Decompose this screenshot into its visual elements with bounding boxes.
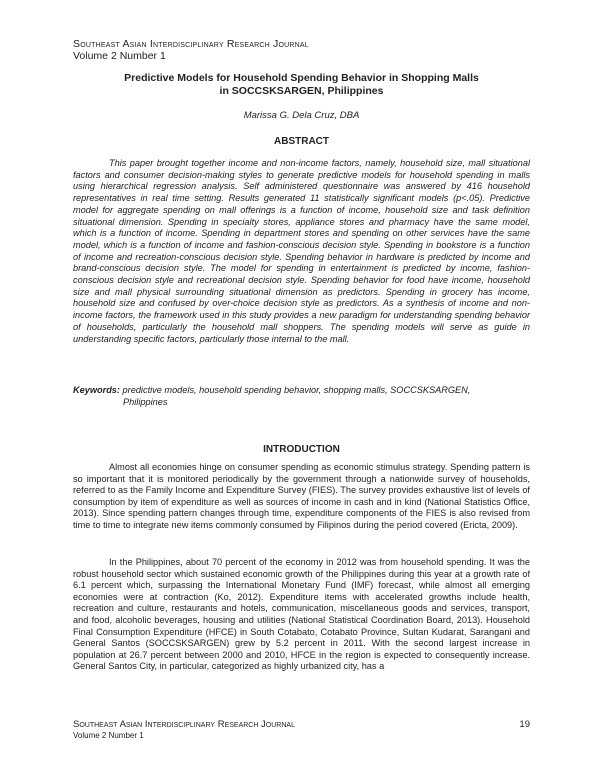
footer-volume: Volume 2 Number 1 bbox=[73, 731, 144, 740]
running-header bbox=[73, 38, 309, 62]
abstract-heading: ABSTRACT bbox=[274, 136, 329, 147]
page-number: 19 bbox=[519, 719, 530, 730]
title-line-2: in SOCCSKSARGEN, Philippines bbox=[219, 84, 384, 97]
abstract-text: This paper brought together income and non-income factors, namely, household size, mall situational factors and consumer decision-making styles to generate predictive models for household spending in malls using hierarchical regression analysis. Self administered questionnaire was answered by 416 household representatives in real time setting. Results generated 11 statistically significant models (p<.05). Predictive model for aggregate spending on mall offerings is a function of income, household size and task definition situational dimension. Spending in specialty stores, appliance stores and pharmacy have the same model, which is a function of income. Spending in department stores and spending on other services have the same model, which is a function of income and fashion-conscious decision style. Spending in bookstore is a function of income and recreation-conscious decision style. Spending behavior in hardware is predicted by income and brand-conscious decision style. The model for spending in entertainment is predicted by income, fashion-conscious decision style and recreational decision style. Spending behavior for food have income, household size and mall physical surrounding situational dimension as predictors. Spending in grocery has income, household size and confused by over-choice decision style as predictors. As a synthesis of income and non-income factors, the framework used in this study provides a new paradigm for understanding spending behavior of households, particularly the household mall shoppers. The spending models will serve as guide in understanding specific factors, particularly those internal to the mall. bbox=[73, 158, 530, 344]
keywords-text: predictive models, household spending behavior, shopping malls, SOCCSKSARGEN, bbox=[122, 385, 471, 395]
introduction-heading: INTRODUCTION bbox=[263, 444, 340, 455]
introduction-paragraph-1: Almost all economies hinge on consumer spending as economic stimulus strategy. Spending pattern is so important that it is monitored periodically by the government through a nationwide survey of households, referred to as the Family Income and Expenditure Survey (FIES). The survey provides exhaustive list of levels of consumption by item of expenditure as well as sources of income in cash and in kind (National Statistics Office, 2013). Since spending pattern changes through time, expenditure components of the FIES is also revised from time to time to integrate new items commonly consumed by Filipinos during the period covered (Ericta, 2009). bbox=[73, 462, 530, 530]
footer-journal-name: Southeast Asian Interdisciplinary Research Journal bbox=[73, 719, 295, 730]
author-name: Marissa G. Dela Cruz, DBA bbox=[243, 110, 360, 121]
introduction-paragraph-2: In the Philippines, about 70 percent of the economy in 2012 was from household spending. It was the robust household sector which sustained economic growth of the Philippines during this year at a growth rate of 6.1 percent which, surpassing the International Monetary Fund (IMF) forecast, while almost all emerging economies were at contraction (Ko, 2012). Expenditure items with accelerated growths include health, recreation and culture, restaurants and hotels, communication, miscellaneous goods and services, transport, and food, alcoholic beverages, housing and utilities (National Statistical Coordination Board, 2013). Household Final Consumption Expenditure (HFCE) in South Cotabato, Cotabato Province, Sultan Kudarat, Sarangani and General Santos (SOCCSKSARGEN) grew by 5.2 percent in 2011. With the second largest increase in population at 26.7 percent between 2000 and 2010, HFCE in the region is expected to consequently increase. General Santos City, in particular, categorized as highly urbanized city, has a bbox=[73, 557, 530, 672]
header-journal-name: Southeast Asian Interdisciplinary Research Journal bbox=[73, 38, 309, 50]
running-footer bbox=[73, 719, 295, 741]
title-line-1: Predictive Models for Household Spending Behavior in Shopping Malls bbox=[124, 72, 479, 84]
header-volume: Volume 2 Number 1 bbox=[73, 50, 166, 62]
keywords bbox=[73, 384, 530, 408]
paper-title bbox=[73, 72, 530, 97]
keywords-label: Keywords: bbox=[73, 385, 120, 395]
keywords-continuation: Philippines bbox=[123, 397, 168, 407]
